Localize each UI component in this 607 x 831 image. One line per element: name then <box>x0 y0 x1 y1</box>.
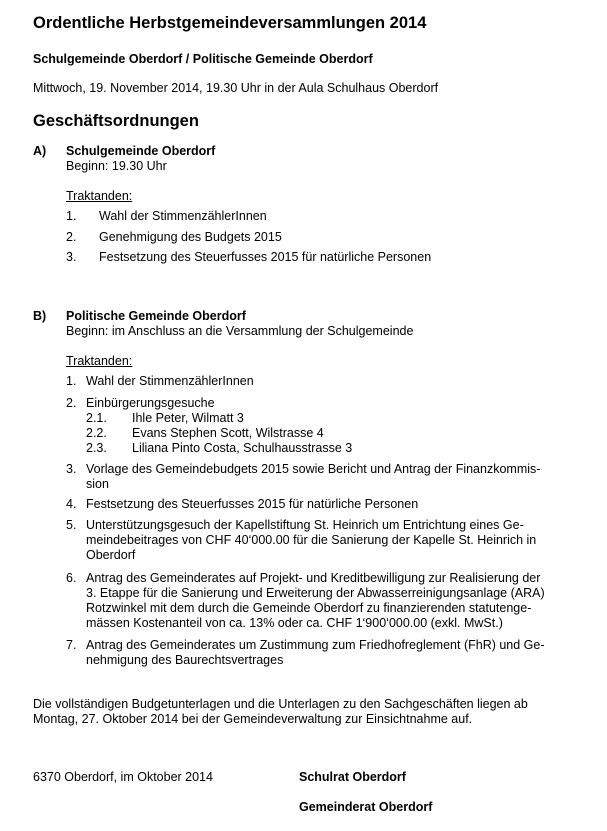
agenda-b-item-1-text: Wahl der StimmenzählerInnen <box>86 374 254 388</box>
agenda-b-item-5-line-2: meindebeitrages von CHF 40‘000.00 für die Sanierung der Kapelle St. Heinrich in <box>86 533 537 547</box>
agenda-b-item-7-line-2: nehmigung des Baurechtsvertrages <box>86 653 284 667</box>
agenda-b-item-3-num: 3. <box>66 462 77 476</box>
agenda-b-item-7-text <box>86 638 564 668</box>
agenda-b-subitem-2-2-text: Evans Stephen Scott, Wilstrasse 4 <box>132 426 324 440</box>
agenda-b-item-2-text: Einbürgerungsgesuche <box>86 396 215 410</box>
section-heading: Geschäftsordnungen <box>33 112 199 130</box>
section-a-name: Schulgemeinde Oberdorf <box>66 144 216 158</box>
agenda-a-item-2-text: Genehmigung des Budgets 2015 <box>99 230 282 244</box>
agenda-b-item-6-text <box>86 571 564 631</box>
signature-schulrat: Schulrat Oberdorf <box>299 770 406 784</box>
agenda-b-subitem-2-1-num: 2.1. <box>86 411 107 425</box>
closing-paragraph <box>33 697 564 727</box>
agenda-b-item-5-text <box>86 518 564 563</box>
signature-gemeinderat: Gemeinderat Oberdorf <box>299 800 433 814</box>
agenda-b-item-1-num: 1. <box>66 374 77 388</box>
meeting-info: Mittwoch, 19. November 2014, 19.30 Uhr in der Aula Schulhaus Oberdorf <box>33 81 439 95</box>
agenda-a-item-2-num: 2. <box>66 230 77 244</box>
agenda-b-item-4-text: Festsetzung des Steuerfusses 2015 für natürliche Personen <box>86 497 419 511</box>
agenda-b-subitem-2-3-text: Liliana Pinto Costa, Schulhausstrasse 3 <box>132 441 353 455</box>
agenda-b-item-6-line-3: Rotzwinkel mit dem durch die Gemeinde Oberdorf zu finanzierenden statutenge- <box>86 601 532 615</box>
agenda-a-item-1-num: 1. <box>66 209 77 223</box>
agenda-b-subitem-2-2-num: 2.2. <box>86 426 107 440</box>
agenda-b-item-3-line-2: sion <box>86 477 109 491</box>
section-b-name: Politische Gemeinde Oberdorf <box>66 309 246 323</box>
place-date: 6370 Oberdorf, im Oktober 2014 <box>33 770 213 784</box>
section-a-letter: A) <box>33 144 47 158</box>
agenda-a-item-1-text: Wahl der StimmenzählerInnen <box>99 209 267 223</box>
subtitle: Schulgemeinde Oberdorf / Politische Gemeinde Oberdorf <box>33 52 373 66</box>
section-b-agenda-label: Traktanden: <box>66 354 133 368</box>
agenda-b-item-6-line-1: Antrag des Gemeinderates auf Projekt- und Kreditbewilligung zur Realisierung der <box>86 571 541 585</box>
agenda-b-item-7-line-1: Antrag des Gemeinderates um Zustimmung zum Friedhofreglement (FhR) und Ge- <box>86 638 545 652</box>
agenda-a-item-3-num: 3. <box>66 250 77 264</box>
page-title: Ordentliche Herbstgemeindeversammlungen 2014 <box>33 14 427 32</box>
agenda-b-subitem-2-3-num: 2.3. <box>86 441 107 455</box>
agenda-b-item-4-num: 4. <box>66 497 77 511</box>
section-a-agenda-label: Traktanden: <box>66 189 133 203</box>
agenda-b-subitem-2-1-text: Ihle Peter, Wilmatt 3 <box>132 411 244 425</box>
agenda-a-item-3-text: Festsetzung des Steuerfusses 2015 für natürliche Personen <box>99 250 432 264</box>
agenda-b-item-6-num: 6. <box>66 571 77 585</box>
agenda-b-item-5-num: 5. <box>66 518 77 532</box>
section-b-letter: B) <box>33 309 47 323</box>
agenda-b-item-5-line-3: Oberdorf <box>86 548 136 562</box>
section-a-start: Beginn: 19.30 Uhr <box>66 159 167 173</box>
agenda-b-item-5-line-1: Unterstützungsgesuch der Kapellstiftung St. Heinrich um Entrichtung eines Ge- <box>86 518 524 532</box>
agenda-b-item-3-line-1: Vorlage des Gemeindebudgets 2015 sowie Bericht und Antrag der Finanzkommis- <box>86 462 541 476</box>
agenda-b-item-6-line-4: mässen Kostenanteil von ca. 13% oder ca. CHF 1‘900‘000.00 (exkl. MwSt.) <box>86 616 503 630</box>
section-b-start: Beginn: im Anschluss an die Versammlung der Schulgemeinde <box>66 324 414 338</box>
agenda-b-item-3-text <box>86 462 564 492</box>
agenda-b-item-2-num: 2. <box>66 396 77 410</box>
agenda-b-item-7-num: 7. <box>66 638 77 652</box>
agenda-b-item-6-line-2: 3. Etappe für die Sanierung und Erweiterung der Abwasserreinigungsanlage (ARA) <box>86 586 545 600</box>
closing-line-2: Montag, 27. Oktober 2014 bei der Gemeindeverwaltung zur Einsichtnahme auf. <box>33 712 473 726</box>
closing-line-1: Die vollständigen Budgetunterlagen und die Unterlagen zu den Sachgeschäften liegen ab <box>33 697 528 711</box>
